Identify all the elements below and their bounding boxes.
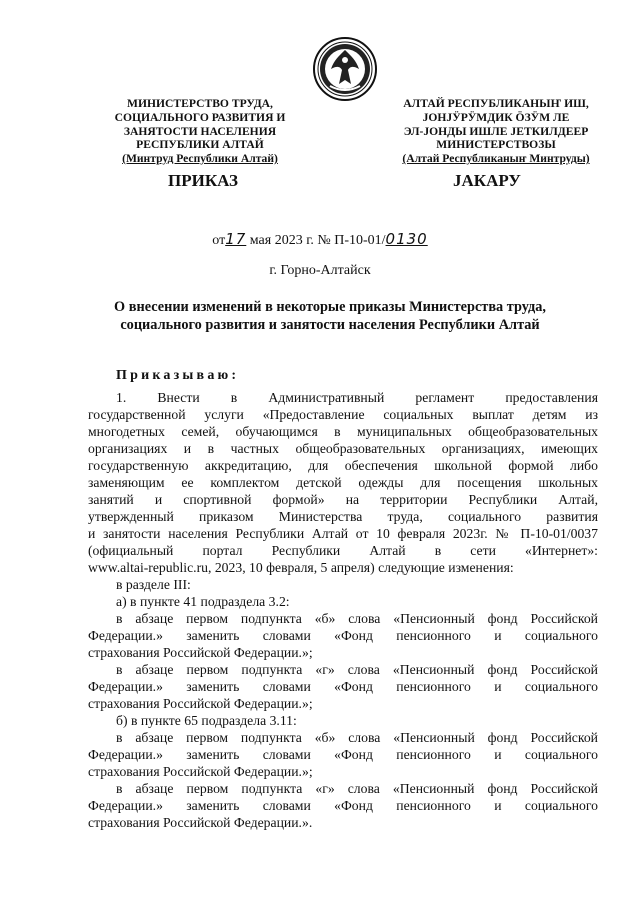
body-line: (официальный портал Республики Алтай в сети «Интернет»: (88, 543, 598, 558)
date-day-handwritten: 17 (225, 230, 247, 248)
body-line: государственной услуги «Предоставление социальных выплат детям из (88, 407, 598, 422)
header-ru-line: ЗАНЯТОСТИ НАСЕЛЕНИЯ (123, 124, 277, 138)
document-title (88, 298, 572, 334)
body-line: www.altai-republic.ru, 2023, 10 февраля, 5 апреля) следующие изменения: (88, 560, 514, 575)
header-altai-line: ЈОНЈӰРӰМДИК ӦЗӰМ ЛЕ (422, 110, 570, 124)
body-line: в абзаце первом подпункта «г» слова «Пенсионный фонд Российской (116, 781, 598, 796)
body-line: Федерации.» заменить словами «Фонд пенсионного и социального (88, 679, 598, 694)
header-ru-line: МИНИСТЕРСТВО ТРУДА, (127, 97, 273, 110)
header-altai-line: АЛТАЙ РЕСПУБЛИКАНЫҤ ИШ, (403, 97, 589, 110)
order-date-line (0, 230, 640, 249)
title-line: О внесении изменений в некоторые приказы Министерства труда, (114, 299, 546, 315)
order-title-altai: ЈАКАРУ (453, 171, 521, 190)
body-line: страхования Российской Федерации.». (88, 815, 313, 830)
header-altai-short-name: (Алтай Республиканыҥ Минтруды) (402, 152, 590, 166)
body-line: а) в пункте 41 подраздела 3.2: (116, 594, 290, 609)
body-line: страхования Российской Федерации.»; (88, 764, 313, 779)
city-name: г. Горно-Алтайск (269, 263, 371, 278)
body-line: Федерации.» заменить словами «Фонд пенсионного и социального (88, 747, 598, 762)
body-line: занятий и спортивной формой» на территории Республики Алтай, (88, 492, 598, 507)
date-text: мая 2023 г. № П-10-01/ (249, 233, 386, 248)
body-line: утвержденный приказом Министерства труда, социального развития (88, 509, 598, 524)
ministry-header-altai (376, 97, 616, 166)
order-title-ru: ПРИКАЗ (168, 171, 238, 190)
body-line: страхования Российской Федерации.»; (88, 645, 313, 660)
body-line: многодетных семей, обучающимся в муниципальных общеобразовательных (88, 424, 598, 439)
body-line: в абзаце первом подпункта «б» слова «Пенсионный фонд Российской (116, 611, 598, 626)
body-line: Федерации.» заменить словами «Фонд пенсионного и социального (88, 628, 598, 643)
body-line: заменяющим ее комплектом детской одежды для посещения школьных (88, 475, 598, 490)
header-ru-line: РЕСПУБЛИКИ АЛТАЙ (136, 138, 264, 152)
header-altai-line: МИНИСТЕРСТВОЗЫ (436, 138, 556, 152)
body-line: и занятости населения Республики Алтай от 10 февраля 2023г. № П-10-01/0037 (88, 526, 598, 541)
header-ru-short-name: (Минтруд Республики Алтай) (122, 152, 278, 166)
document-body (88, 389, 598, 831)
body-line: страхования Российской Федерации.»; (88, 696, 313, 711)
header-ru-line: СОЦИАЛЬНОГО РАЗВИТИЯ И (114, 110, 286, 124)
order-number-handwritten: 0130 (385, 230, 428, 248)
ministry-header-ru (95, 97, 305, 166)
body-line: в абзаце первом подпункта «г» слова «Пенсионный фонд Российской (116, 662, 598, 677)
body-line: организациях и в частных общеобразовательных организациях, имеющих (88, 441, 598, 456)
prikazyvayu-heading: Приказываю: (116, 368, 240, 383)
body-line: в разделе III: (116, 577, 191, 592)
body-line: Федерации.» заменить словами «Фонд пенсионного и социального (88, 798, 598, 813)
body-line: государственную аккредитацию, для обеспечения школьной формой либо (88, 458, 598, 473)
coat-of-arms-icon (312, 36, 378, 102)
title-line: социального развития и занятости населения Республики Алтай (120, 317, 540, 333)
date-prefix: от (212, 233, 226, 248)
header-altai-line: ЭЛ-ЈОНДЫ ИШЛЕ ЈЕТКИЛДЕЕР (403, 124, 589, 138)
body-line: б) в пункте 65 подраздела 3.11: (116, 713, 297, 728)
body-line: в абзаце первом подпункта «б» слова «Пенсионный фонд Российской (116, 730, 598, 745)
body-line: 1. Внести в Административный регламент предоставления (116, 390, 598, 405)
